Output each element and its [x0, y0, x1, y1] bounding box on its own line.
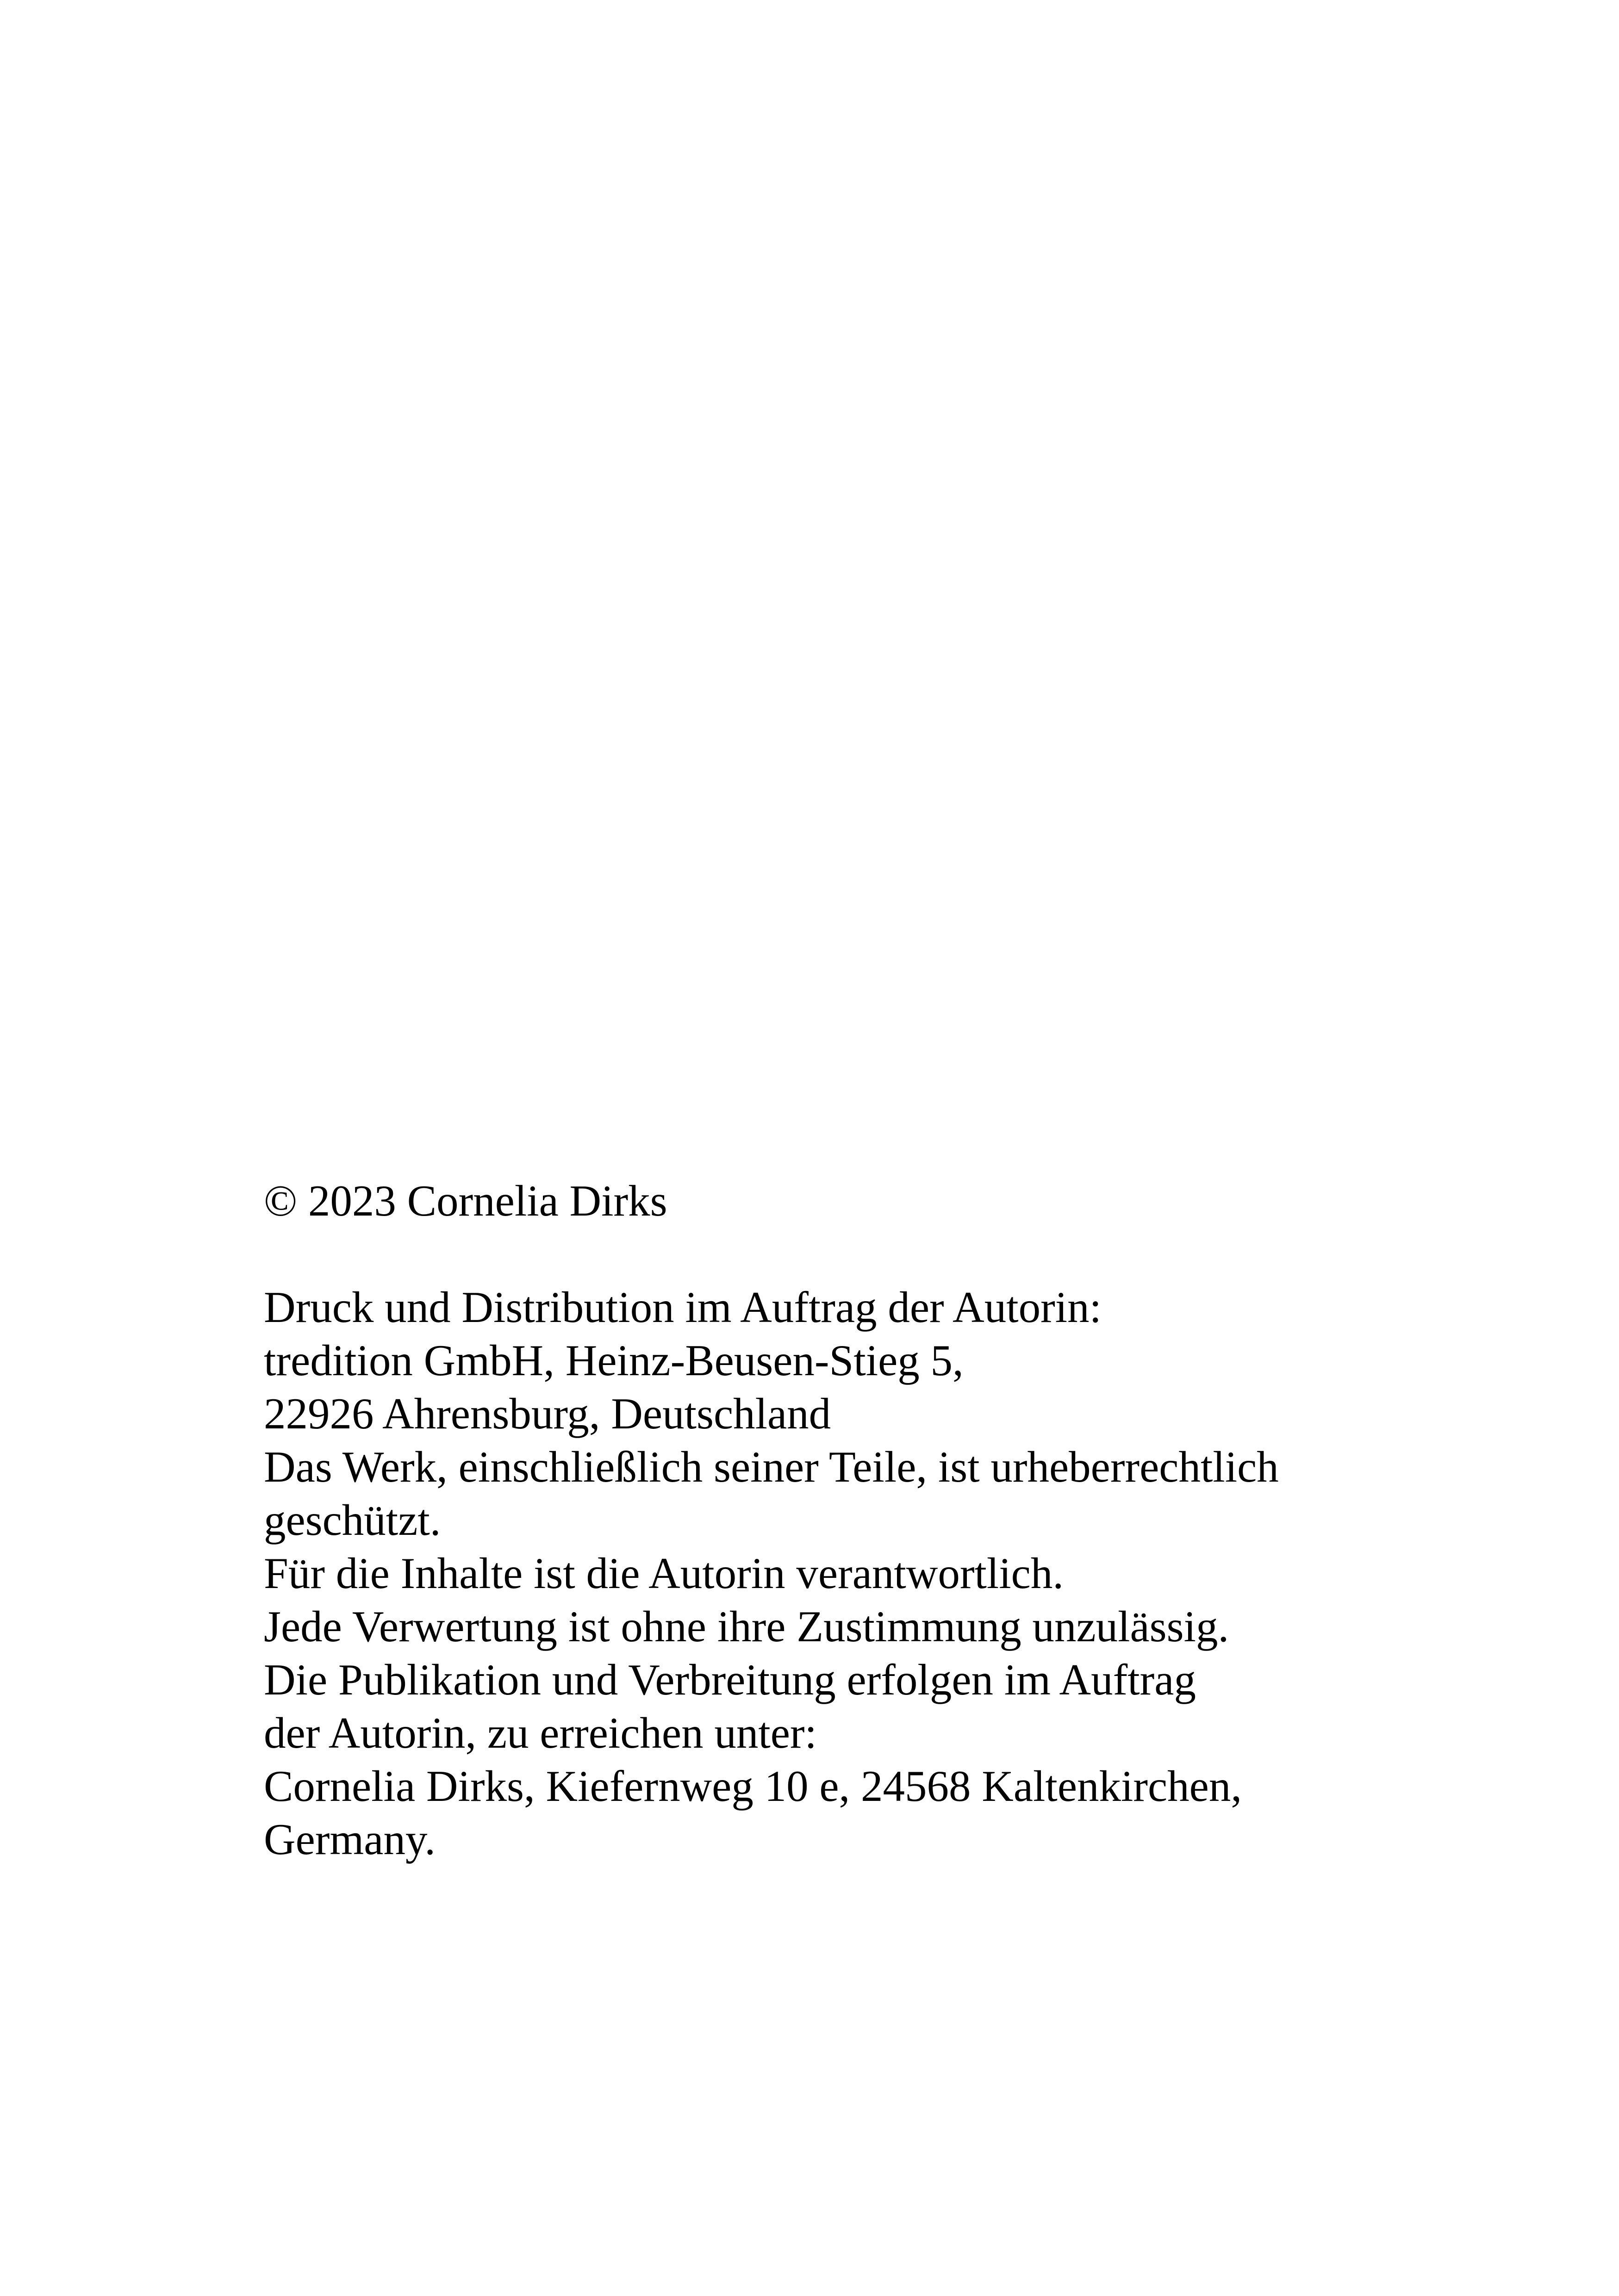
blank-line: [264, 1228, 1467, 1281]
imprint-line-copyright-notice: Das Werk, einschließlich seiner Teile, ist urheberrechtlich: [264, 1442, 1279, 1491]
imprint-line-copyright-notice-cont: geschützt.: [264, 1496, 441, 1545]
imprint-line-usage: Jede Verwertung ist ohne ihre Zustimmung unzulässig.: [264, 1602, 1229, 1651]
imprint-line-printing: Druck und Distribution im Auftrag der Autorin:: [264, 1283, 1102, 1332]
imprint-line-contact-address: Cornelia Dirks, Kiefernweg 10 e, 24568 Kaltenkirchen,: [264, 1762, 1242, 1811]
imprint-line-contact-country: Germany.: [264, 1815, 436, 1864]
imprint-line-publication: Die Publikation und Verbreitung erfolgen im Auftrag: [264, 1655, 1196, 1704]
imprint-line-publisher: tredition GmbH, Heinz-Beusen-Stieg 5,: [264, 1336, 964, 1385]
imprint-line-contact-intro: der Autorin, zu erreichen unter:: [264, 1708, 817, 1757]
copyright-line: © 2023 Cornelia Dirks: [264, 1176, 667, 1225]
imprint-line-responsibility: Für die Inhalte ist die Autorin verantwortlich.: [264, 1549, 1064, 1598]
imprint-block: [264, 1174, 1467, 1866]
imprint-line-publisher-city: 22926 Ahrensburg, Deutschland: [264, 1389, 831, 1438]
